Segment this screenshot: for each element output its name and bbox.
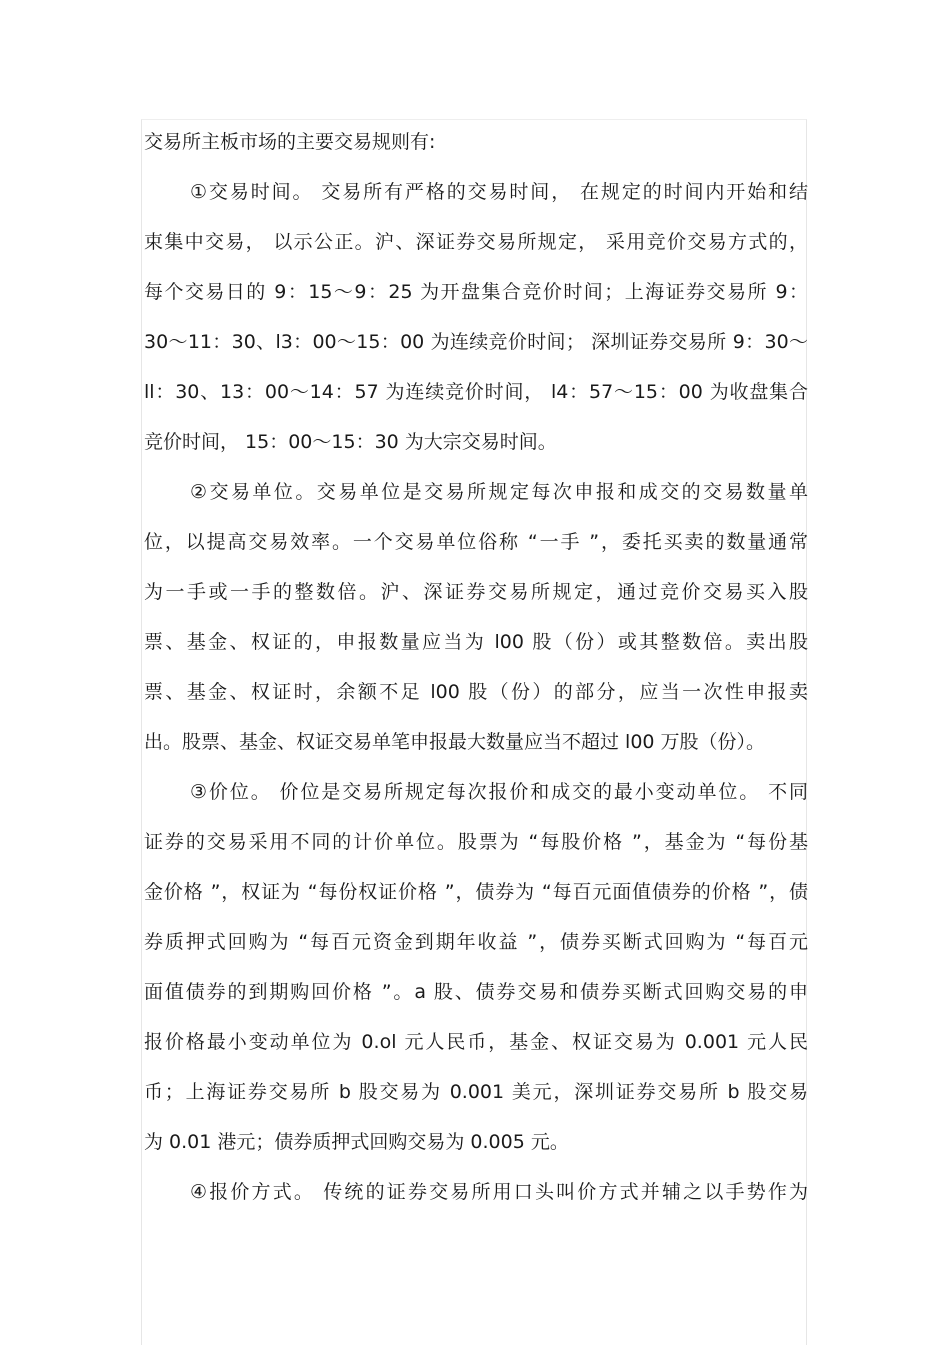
paragraph-trading-time-line: 竞价时间， 15：00～15：30 为大宗交易时间。 [144,431,557,453]
paragraph-trading-time-line: ①交易时间。 交易所有严格的交易时间， 在规定的时间内开始和结 [190,181,808,203]
paragraph-price-tick-line: 面值债券的到期购回价格 ”。a 股、债券交易和债券买断式回购交易的申 [144,981,808,1003]
paragraph-price-tick-line: ③价位。 价位是交易所规定每次报价和成交的最小变动单位。 不同 [190,781,808,803]
paragraph-trading-unit-line: ②交易单位。交易单位是交易所规定每次申报和成交的交易数量单 [190,481,808,503]
paragraph-trading-time-line: ll：30、13：00～14：57 为连续竞价时间， l4：57～15：00 为收盘集合 [144,381,808,403]
paragraph-price-tick-line: 券质押式回购为 “每百元资金到期年收益 ”，债券买断式回购为 “每百元 [144,931,808,953]
paragraph-price-tick-line: 报价格最小变动单位为 0.ol 元人民币，基金、权证交易为 0.001 元人民 [144,1031,808,1053]
paragraph-trading-unit-line: 票、基金、权证的，申报数量应当为 l00 股（份）或其整数倍。卖出股 [144,631,808,653]
paragraph-trading-time-line: 束集中交易， 以示公正。沪、深证券交易所规定， 采用竞价交易方式的， [144,231,808,253]
paragraph-trading-time-line: 30～11：30、l3：00～15：00 为连续竞价时间； 深圳证券交易所 9：30～ [144,331,808,353]
intro-line: 交易所主板市场的主要交易规则有: [144,131,436,153]
paragraph-trading-unit-line: 为一手或一手的整数倍。沪、深证券交易所规定，通过竞价交易买入股 [144,581,808,603]
paragraph-trading-time-line: 每个交易日的 9：15～9：25 为开盘集合竞价时间；上海证券交易所 9： [144,281,808,303]
paragraph-quote-method-line: ④报价方式。 传统的证券交易所用口头叫价方式并辅之以手势作为 [190,1181,808,1203]
paragraph-price-tick-line: 金价格 ”，权证为 “每份权证价格 ”，债券为 “每百元面值债券的价格 ”，债 [144,881,808,903]
paragraph-trading-unit-line: 位，以提高交易效率。一个交易单位俗称 “一手 ”，委托买卖的数量通常 [144,531,808,553]
paragraph-trading-unit-line: 票、基金、权证时，余额不足 l00 股（份）的部分，应当一次性申报卖 [144,681,808,703]
paragraph-price-tick-line: 证券的交易采用不同的计价单位。股票为 “每股价格 ”，基金为 “每份基 [144,831,808,853]
paragraph-trading-unit-line: 出。股票、基金、权证交易单笔申报最大数量应当不超过 l00 万股（份）。 [144,731,766,753]
paragraph-price-tick-line: 币；上海证券交易所 b 股交易为 0.001 美元，深圳证券交易所 b 股交易 [144,1081,808,1103]
paragraph-price-tick-line: 为 0.01 港元；债券质押式回购交易为 0.005 元。 [144,1131,569,1153]
